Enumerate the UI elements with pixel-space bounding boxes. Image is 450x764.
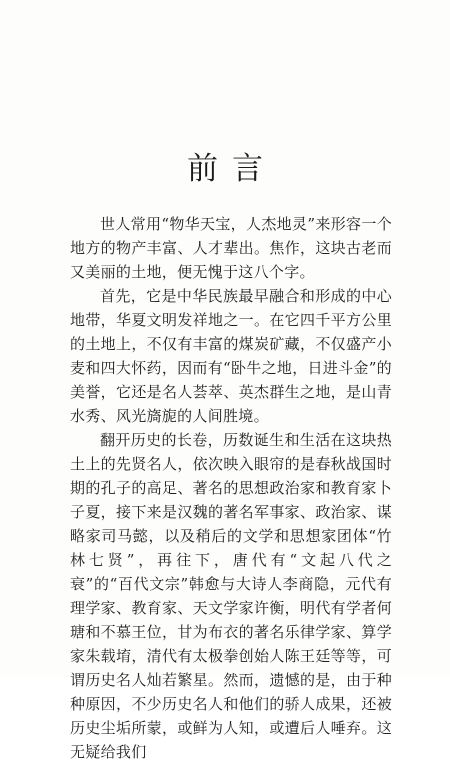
preface-body: [70, 212, 392, 764]
paragraph-1: 世人常用“物华天宝，人杰地灵”来形容一个地方的物产丰富、人才辈出。焦作，这块古老而又美丽的土地，便无愧于这八个字。: [70, 215, 392, 281]
paragraph-2: 首先，它是中华民族最早融合和形成的中心地带，华夏文明发祥地之一。在它四千平方公里的土地上，不仅有丰富的煤炭矿藏，不仅盛产小麦和四大怀药，因而有“卧牛之地，日进斗金”的美誉，它还是名人荟萃、英杰群生之地，是山青水秀、风光旖旎的人间胜境。: [70, 287, 392, 425]
page-title: 前言: [187, 150, 277, 187]
paragraph-3: 翻开历史的长卷，历数诞生和生活在这块热土上的先贤名人，依次映入眼帘的是春秋战国时期的孔子的高足、著名的思想政治家和教育家卜子夏，接下来是汉魏的著名军事家、政治家、谋略家司马懿，以及稍后的文学和思想家团体“竹林七贤”，再往下，唐代有“文起八代之衰”的“百代文宗”韩愈与大诗人李商隐，元代有理学家、教育家、天文学家许衡，明代有学者何瑭和不慕王位，甘为布衣的著名乐律学家、算学家朱载堉，清代有太极拳创始人陈王廷等等，可谓历史名人灿若繁星。然而，遗憾的是，由于种种原因，不少历史名人和他们的骄人成果，还被历史尘垢所蒙，或鲜为人知，或遭后人唾弃。这无疑给我们: [70, 431, 392, 761]
